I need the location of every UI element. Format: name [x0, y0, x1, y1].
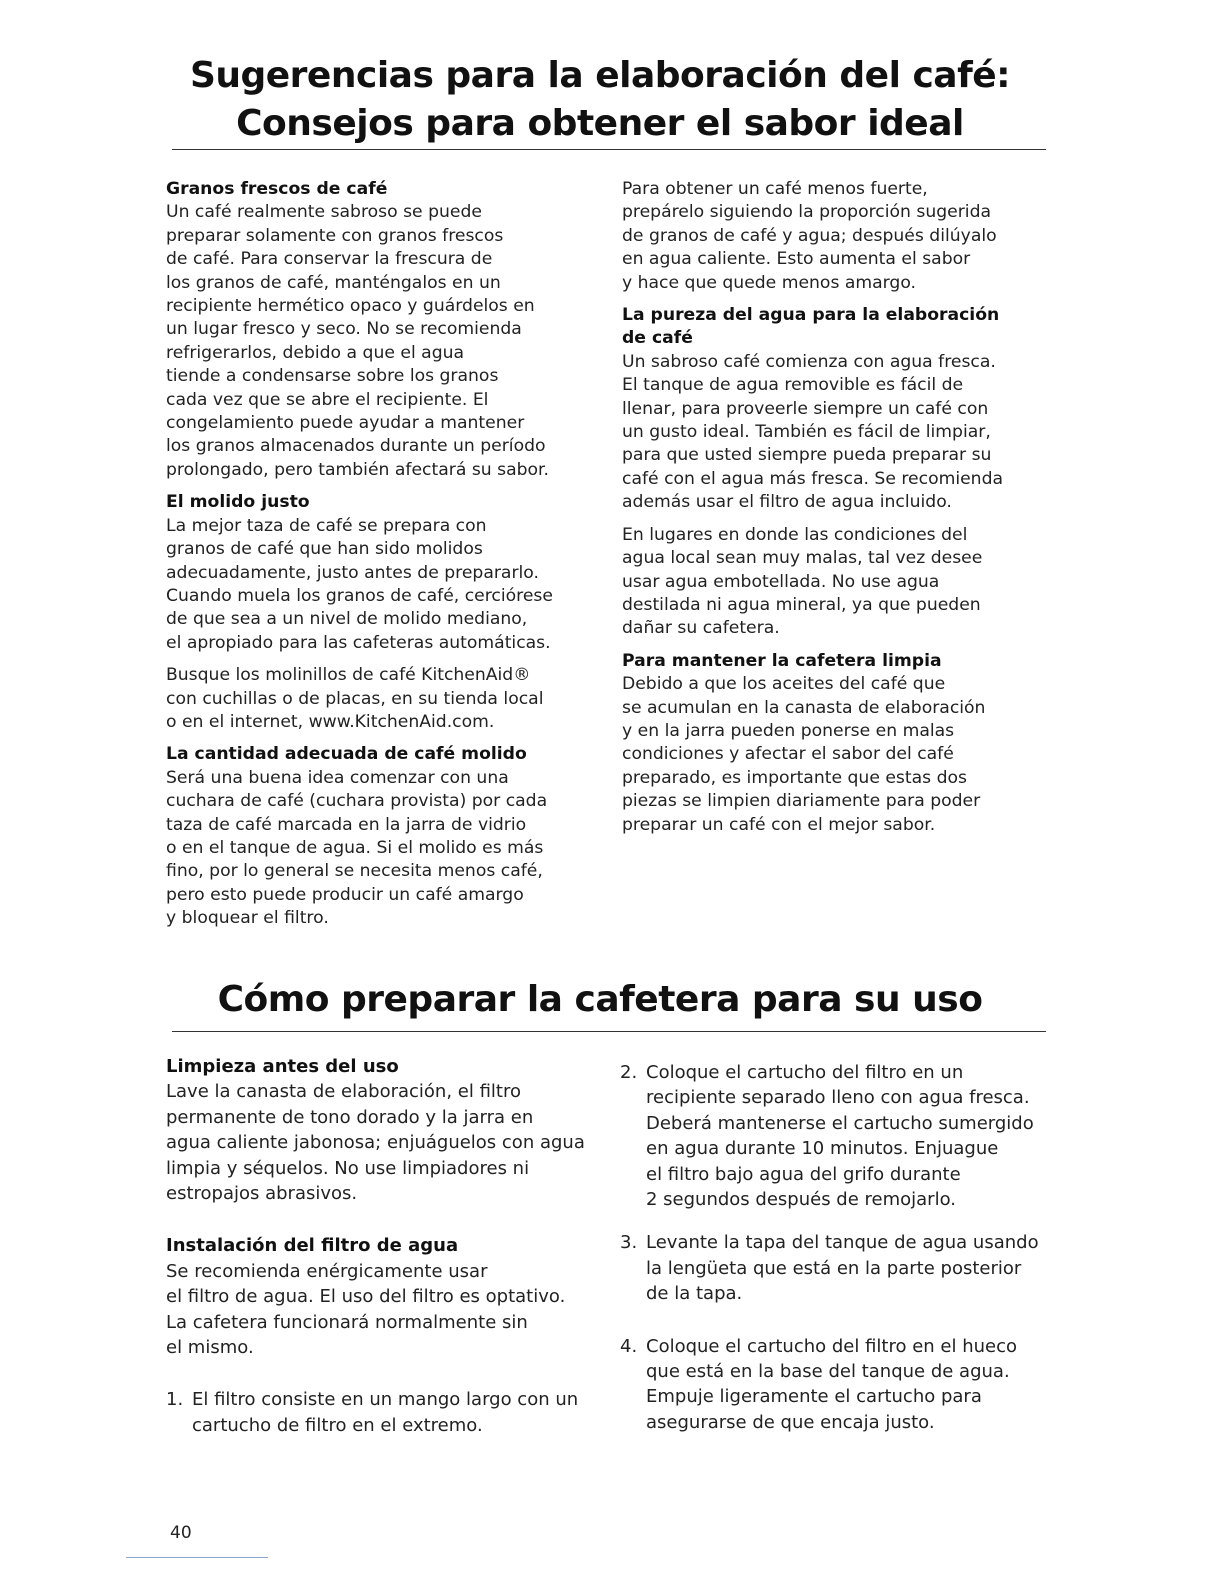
footer-divider: [126, 1557, 268, 1558]
list-item: [166, 1387, 596, 1438]
prep-right-column: [620, 1060, 1050, 1435]
step-number: 1.: [166, 1389, 184, 1411]
heading-fresh-beans: Granos frescos de café: [166, 179, 388, 199]
section-title-line-2: Consejos para obtener el sabor ideal: [236, 103, 964, 144]
paragraph-fresh-beans: Un café realmente sabroso se puede preparar solamente con granos frescos de café. Para conservar la frescura de los granos de café, manténgalos en un recipiente hermético opaco y guárdelos en un lugar fresco y seco. No se recomienda refrigerarlos, debido a que el agua tiende a condensarse sobre los granos cada vez que se abre el recipiente. El congelamiento puede ayudar a mantener los granos almacenados durante un período prolongado, pero también afectará su sabor.: [166, 202, 549, 480]
tips-left-column: [166, 178, 596, 931]
step-text: Coloque el cartucho del filtro en el hueco que está en la base del tanque de agua. Empuje ligeramente el cartucho para asegurarse de que encaja justo.: [646, 1335, 1018, 1433]
paragraph-keep-clean: Debido a que los aceites del café que se acumulan en la canasta de elaboración y en la jarra pueden ponerse en malas condiciones y afectar el sabor del café preparado, es importante que estas dos piezas se limpien diariamente para poder preparar un café con el mejor sabor.: [622, 674, 986, 835]
paragraph-water-filter: Se recomienda enérgicamente usar el filtro de agua. El uso del filtro es optativo. La cafetera funcionará normalmente sin el mismo.: [166, 1260, 566, 1359]
paragraph-water-purity: Un sabroso café comienza con agua fresca. El tanque de agua removible es fácil de llenar, para proveerle siempre un café con un gusto ideal. También es fácil de limpiar, para que usted siempre pueda preparar su café con el agua más fresca. Se recomienda además usar el filtro de agua incluido.: [622, 351, 1004, 513]
list-item: [620, 1334, 1050, 1436]
paragraph-local-water: En lugares en donde las condiciones del agua local sean muy malas, tal vez desee usar agua embotellada. No use agua destilada ni agua mineral, ya que pueden dañar su cafetera.: [622, 524, 983, 639]
step-text: El filtro consiste en un mango largo con un cartucho de filtro en el extremo.: [192, 1389, 579, 1436]
title-divider: [172, 1031, 1046, 1032]
heading-water-purity: La pureza del agua para la elaboración de café: [622, 305, 1000, 349]
paragraph-weaker-coffee: Para obtener un café menos fuerte, prepárelo siguiendo la proporción sugerida de granos de café y agua; después dilúyalo en agua caliente. Esto aumenta el sabor y hace que quede menos amargo.: [622, 179, 997, 293]
step-number: 4.: [620, 1335, 638, 1357]
step-number: 2.: [620, 1062, 638, 1083]
tips-right-column: [622, 178, 1042, 837]
list-item: [620, 1060, 1050, 1212]
section-title-tips: [150, 52, 1050, 148]
list-item: [620, 1230, 1050, 1306]
paragraph-cleaning: Lave la canasta de elaboración, el filtro permanente de tono dorado y la jarra en agua caliente jabonosa; enjuáguelos con agua limpia y séquelos. No use limpiadores ni estropajos abrasivos.: [166, 1081, 585, 1205]
page-number: 40: [170, 1523, 192, 1543]
heading-keep-clean: Para mantener la cafetera limpia: [622, 650, 942, 671]
paragraph-grinders: Busque los molinillos de café KitchenAid® con cuchillas o de placas, en su tienda local o en el internet, www.KitchenAid.com.: [166, 665, 544, 732]
heading-water-filter: Instalación del filtro de agua: [166, 1235, 459, 1257]
prep-left-column: [166, 1054, 596, 1438]
step-number: 3.: [620, 1232, 638, 1254]
heading-cleaning: Limpieza antes del uso: [166, 1056, 399, 1077]
section-title-line-1: Sugerencias para la elaboración del café:: [189, 55, 1011, 96]
paragraph-coffee-amount: Será una buena idea comenzar con una cuchara de café (cuchara provista) por cada taza de café marcada en la jarra de vidrio o en el tanque de agua. Si el molido es más fino, por lo general se necesita menos café, pero esto puede producir un café amargo y bloquear el filtro.: [166, 767, 548, 929]
title-divider: [172, 149, 1046, 150]
step-text: Coloque el cartucho del filtro en un recipiente separado lleno con agua fresca. Deberá mantenerse el cartucho sumergido en agua durante 10 minutos. Enjuague el filtro bajo agua del grifo durante 2 segundos después de remojarlo.: [646, 1062, 1034, 1211]
paragraph-right-grind: La mejor taza de café se prepara con granos de café que han sido molidos adecuadamente, justo antes de prepararlo. Cuando muela los granos de café, cerciórese de que sea a un nivel de molido mediano, el apropiado para las cafeteras automáticas.: [166, 515, 553, 653]
heading-right-grind: El molido justo: [166, 492, 310, 513]
heading-coffee-amount: La cantidad adecuada de café molido: [166, 744, 527, 765]
section-title-preparation: Cómo preparar la cafetera para su uso: [217, 979, 983, 1020]
step-text: Levante la tapa del tanque de agua usando la lengüeta que está en la parte posterior de la tapa.: [646, 1232, 1039, 1305]
